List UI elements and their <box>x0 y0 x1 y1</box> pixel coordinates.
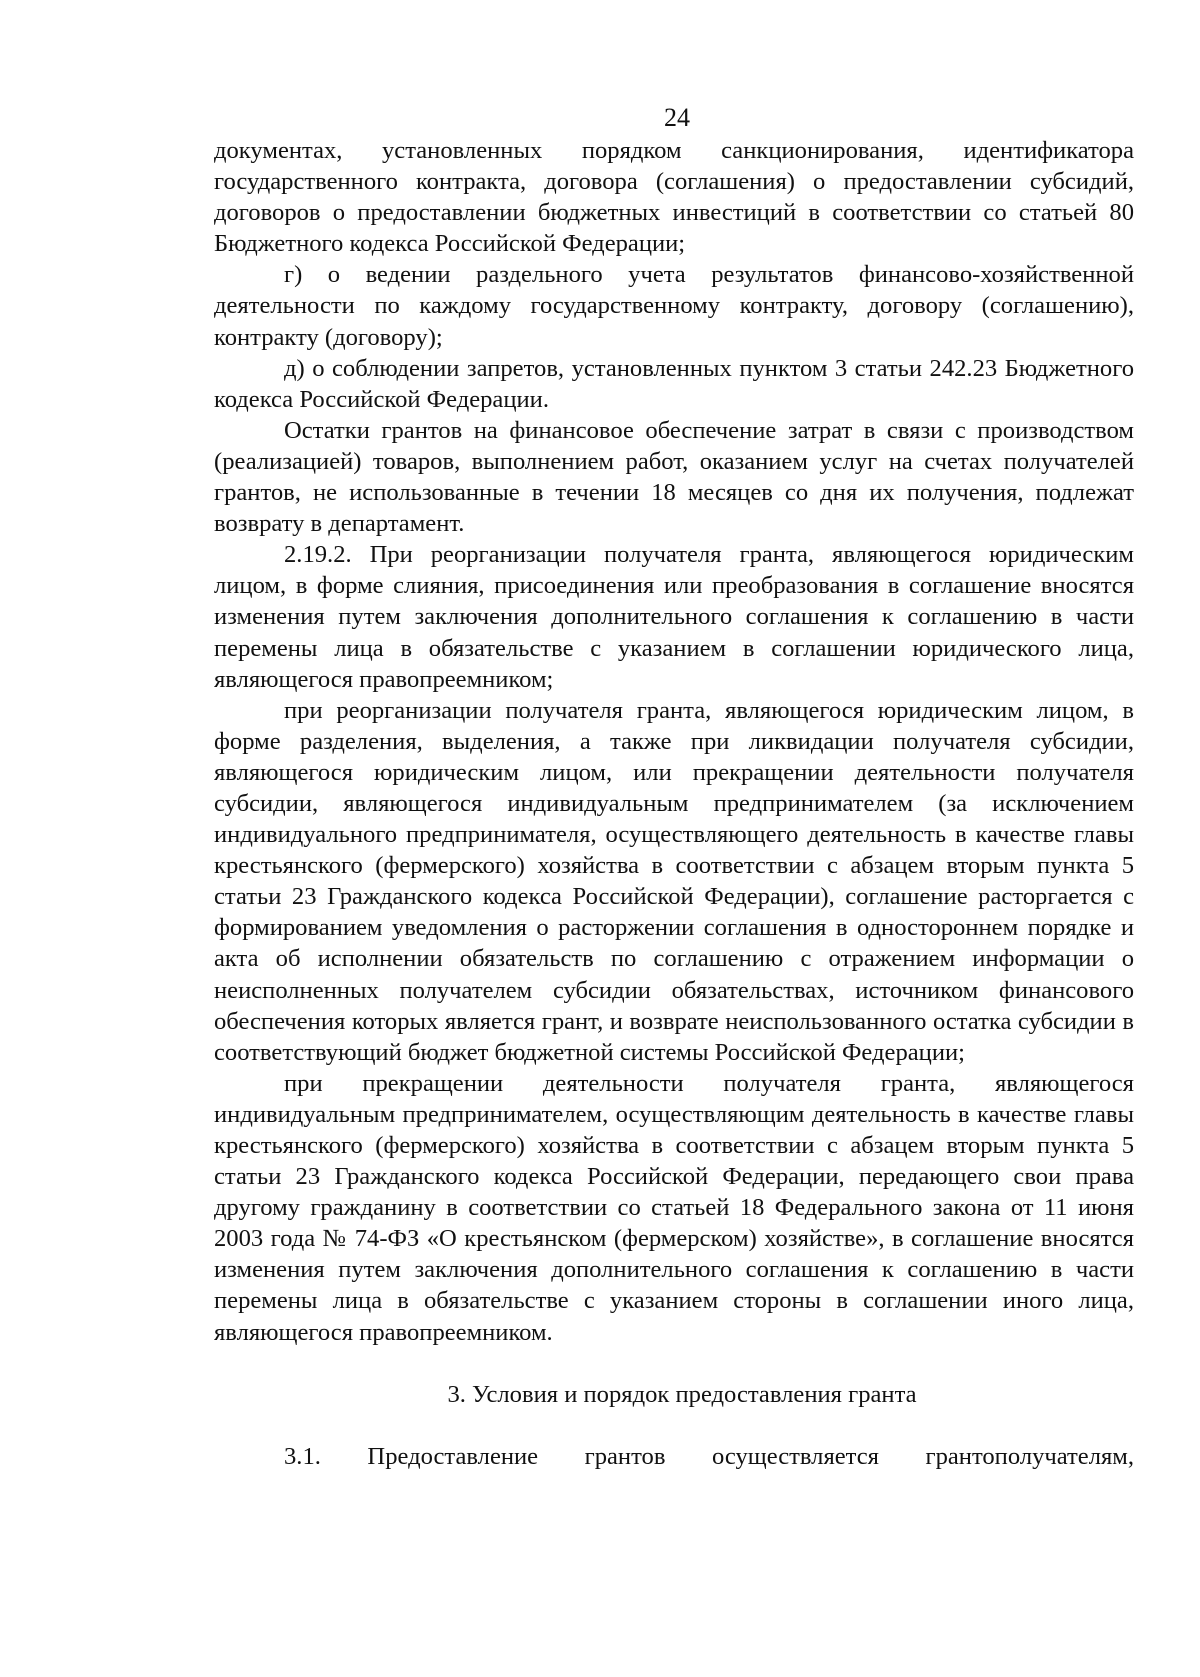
paragraph-2-19-2: 2.19.2. При реорганизации получателя гранта, являющегося юридическим лицом, в форме слияния, присоединения или преобразования в соглашение вносятся изменения путем заключения дополнительного соглашения к соглашению в части перемены лица в обязательстве с указанием в соглашении юридического лица, являющегося правопреемником; <box>214 541 1134 693</box>
paragraph-reorganization-division: при реорганизации получателя гранта, являющегося юридическим лицом, в форме разделения, выделения, а также при ликвидации получателя субсидии, являющегося юридическим лицом, или прекращении деятельности получателя субсидии, являющегося индивидуальным предпринимателем (за исключением индивидуального предпринимателя, осуществляющего деятельность в качестве главы крестьянского (фермерского) хозяйства в соответствии с абзацем вторым пункта 5 статьи 23 Гражданского кодекса Российской Федерации), соглашение расторгается с формированием уведомления о расторжении соглашения в одностороннем порядке и акта об исполнении обязательств по соглашению с отражением информации о неисполненных получателем субсидии обязательствах, источником финансового обеспечения которых является грант, и возврате неиспользованного остатка субсидии в соответствующий бюджет бюджетной системы Российской Федерации; <box>214 696 1134 1066</box>
section-heading: 3. Условия и порядок предоставления гранта <box>447 1380 917 1408</box>
paragraph-item-g: г) о ведении раздельного учета результатов финансово-хозяйственной деятельности по каждому государственному контракту, договору (соглашению), контракту (договору); <box>214 261 1134 351</box>
paragraph-grant-remainders: Остатки грантов на финансовое обеспечение затрат в связи с производством (реализацией) товаров, выполнением работ, оказанием услуг на счетах получателей грантов, не использованные в течении 18 месяцев со дня их получения, подлежат возврату в департамент. <box>214 416 1134 538</box>
page-number: 24 <box>664 103 690 132</box>
paragraph-3-1: 3.1. Предоставление грантов осуществляется грантополучателям, <box>284 1442 1134 1470</box>
paragraph-item-d: д) о соблюдении запретов, установленных пунктом 3 статьи 242.23 Бюджетного кодекса Российской Федерации. <box>214 354 1134 413</box>
document-body <box>214 135 1134 1472</box>
paragraph-termination-farm: при прекращении деятельности получателя гранта, являющегося индивидуальным предпринимателем, осуществляющим деятельность в качестве главы крестьянского (фермерского) хозяйства в соответствии с абзацем вторым пункта 5 статьи 23 Гражданского кодекса Российской Федерации, передающего свои права другому гражданину в соответствии со статьей 18 Федерального закона от 11 июня 2003 года № 74-ФЗ «О крестьянском (фермерском) хозяйстве», в соглашение вносятся изменения путем заключения дополнительного соглашения к соглашению в части перемены лица в обязательстве с указанием стороны в соглашении иного лица, являющегося правопреемником. <box>214 1069 1134 1346</box>
paragraph-continuation: документах, установленных порядком санкционирования, идентификатора государственного контракта, договора (соглашения) о предоставлении субсидий, договоров о предоставлении бюджетных инвестиций в соответствии со статьей 80 Бюджетного кодекса Российской Федерации; <box>214 137 1134 258</box>
